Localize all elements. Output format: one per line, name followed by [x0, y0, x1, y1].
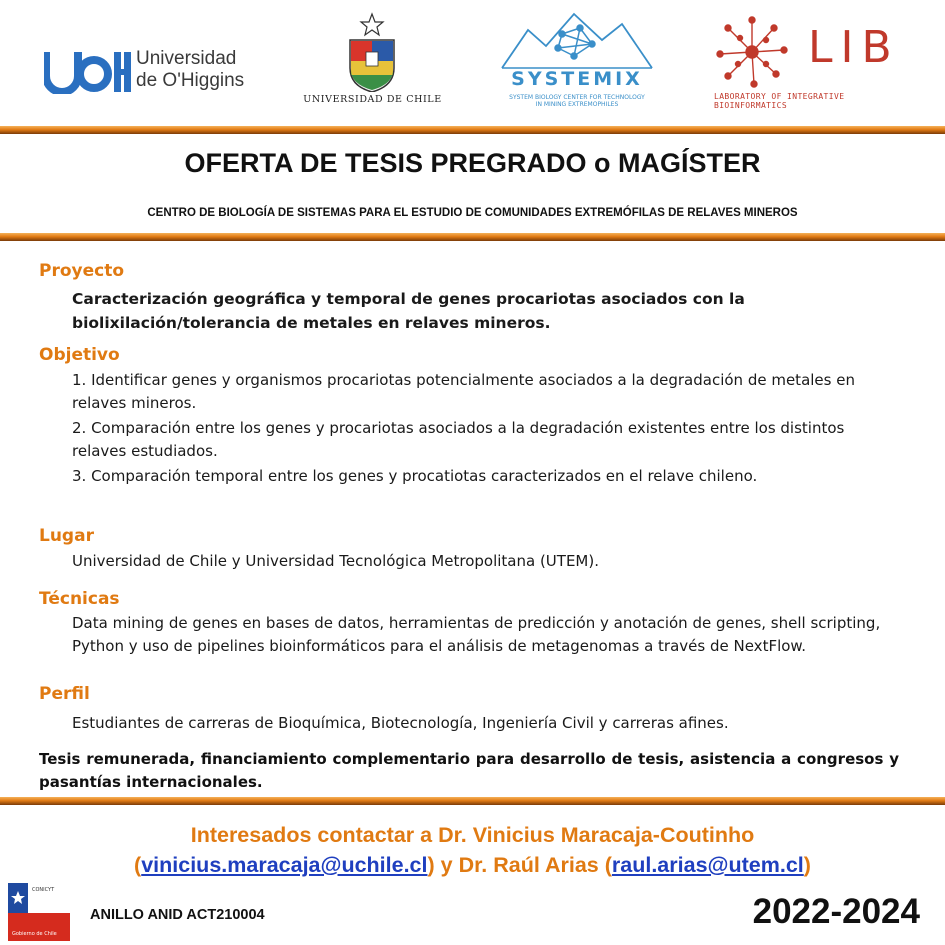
section-heading-tecnicas: Técnicas	[39, 589, 120, 609]
gobierno-flag-icon	[8, 883, 70, 941]
gobierno-de-chile-logo	[8, 883, 70, 941]
systemix-name: SYSTEMIX	[511, 68, 643, 90]
header-divider	[0, 233, 945, 241]
uoh-name-line2: de O'Higgins	[136, 70, 245, 91]
section-heading-proyecto: Proyecto	[39, 261, 125, 281]
contact-line1: Interesados contactar a Dr. Vinicius Maracaja-Coutinho	[190, 823, 755, 847]
anillo-code: ANILLO ANID ACT210004	[90, 907, 265, 923]
lib-network-icon	[712, 14, 792, 90]
section-text-tecnicas: Data mining de genes en bases de datos, herramientas de predicción y anotación de genes, shell scripting, Python y uso de pipelines bioinformáticos para el análisis de metagenomas a través de NextFlow.	[72, 614, 881, 655]
objective-item-1: 1. Identificar genes y organismos procariotas potencialmente asociados a la degradación de metales en relaves mineros.	[72, 371, 855, 412]
section-heading-objetivo: Objetivo	[39, 345, 120, 365]
email-link-raul[interactable]: raul.arias@utem.cl	[611, 853, 804, 877]
page-title: OFERTA DE TESIS PREGRADO o MAGÍSTER	[184, 148, 761, 178]
systemix-tagline	[500, 94, 654, 108]
objective-item-3: 3. Comparación temporal entre los genes y procatiotas caracterizados en el relave chileno.	[72, 467, 758, 485]
contact-line2	[0, 850, 945, 880]
uchile-shield-icon	[300, 12, 445, 92]
contact-close-paren: )	[803, 853, 811, 877]
gob-line2: Gobierno de Chile	[12, 931, 57, 937]
systemix-tagline-line2: IN MINING EXTREMOPHILES	[535, 101, 619, 108]
contact-middle: ) y Dr. Raúl Arias (	[427, 853, 612, 877]
uoh-name	[136, 48, 244, 92]
top-divider	[0, 126, 945, 134]
period-years: 2022-2024	[752, 892, 920, 931]
uoh-logo	[44, 46, 254, 96]
email-link-vinicius[interactable]: vinicius.maracaja@uchile.cl	[141, 853, 428, 877]
uchile-logo	[300, 12, 445, 112]
section-text-proyecto: Caracterización geográfica y temporal de genes procariotas asociados con la biolixilación/tolerancia de metales en relaves mineros.	[72, 290, 745, 332]
systemix-mountain-network-icon	[500, 10, 654, 70]
section-heading-perfil: Perfil	[39, 684, 90, 704]
closing-statement: Tesis remunerada, financiamiento complementario para desarrollo de tesis, asistencia a congresos y pasantías internacionales.	[39, 750, 899, 791]
section-heading-lugar: Lugar	[39, 526, 94, 546]
uchile-name: UNIVERSIDAD DE CHILE	[303, 94, 442, 105]
footer-divider	[0, 797, 945, 805]
uoh-mark-icon	[44, 50, 132, 94]
section-text-lugar: Universidad de Chile y Universidad Tecnológica Metropolitana (UTEM).	[72, 552, 599, 570]
lib-name: LIB	[808, 22, 900, 73]
systemix-tagline-line1: SYSTEM BIOLOGY CENTER FOR TECHNOLOGY	[509, 94, 645, 101]
lib-tagline: LABORATORY OF INTEGRATIVE BIOINFORMATICS	[714, 92, 845, 110]
contact-block	[0, 820, 945, 880]
objective-item-2: 2. Comparación entre los genes y procariotas asociados a la degradación existentes entre los distintos relaves estudiados.	[72, 419, 845, 460]
systemix-logo	[500, 10, 660, 115]
page-subtitle: CENTRO DE BIOLOGÍA DE SISTEMAS PARA EL ESTUDIO DE COMUNIDADES EXTREMÓFILAS DE RELAVES MINEROS	[147, 207, 798, 219]
section-text-perfil: Estudiantes de carreras de Bioquímica, Biotecnología, Ingeniería Civil y carreras afines.	[72, 714, 729, 732]
contact-open-paren: (	[134, 853, 142, 877]
lib-logo	[712, 14, 912, 114]
gob-line1: CONICYT	[32, 887, 55, 893]
uoh-name-line1: Universidad	[136, 48, 237, 69]
